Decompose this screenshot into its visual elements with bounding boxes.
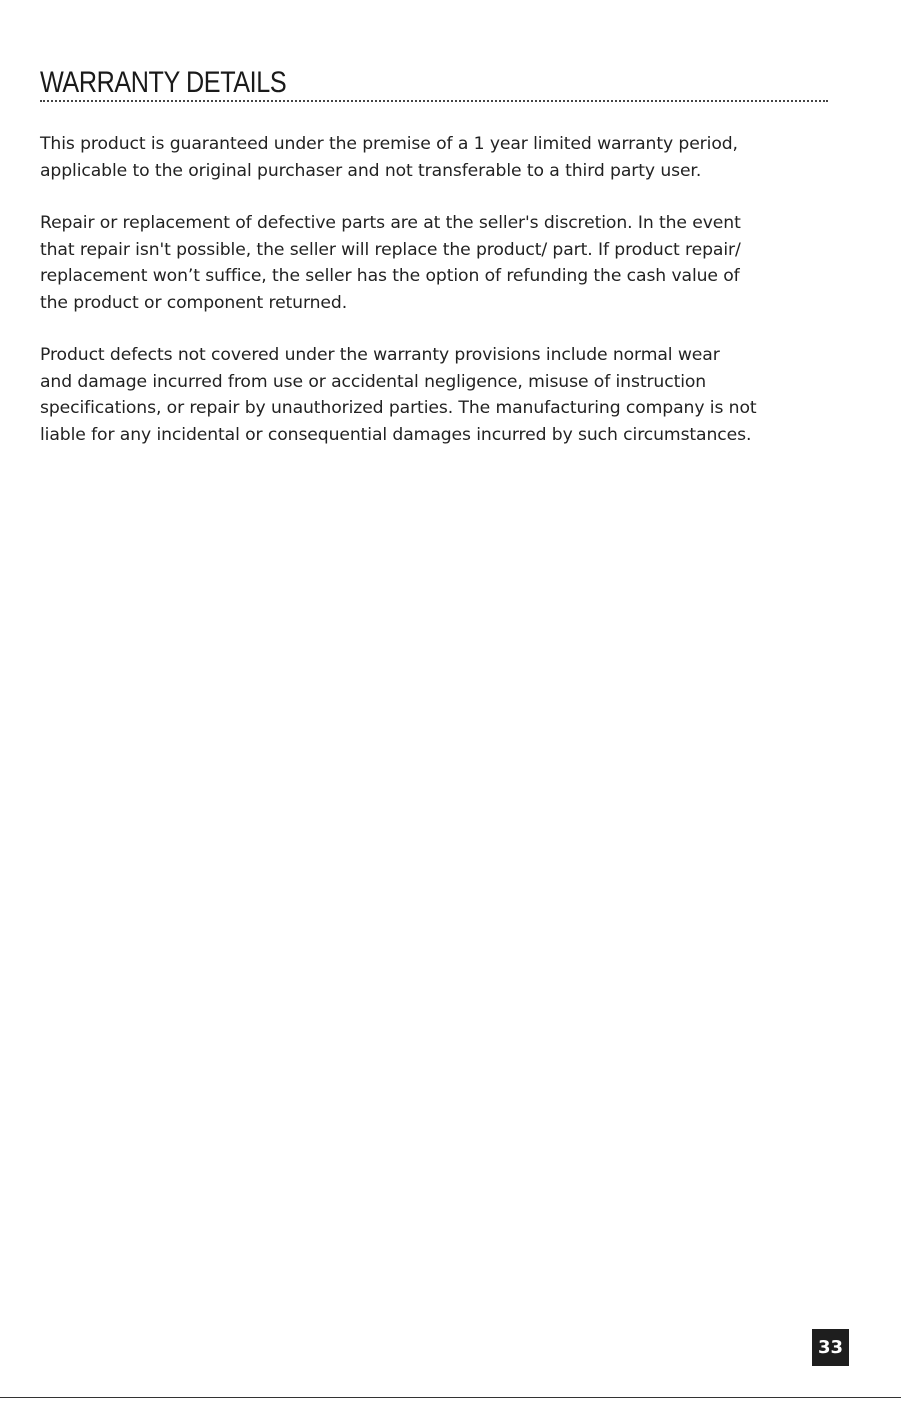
warranty-body — [40, 131, 850, 474]
dotted-rule — [40, 100, 828, 102]
page-bottom-border — [0, 1397, 901, 1398]
page-number-badge: 33 — [812, 1329, 849, 1366]
paragraph-repair-replacement: Repair or replacement of defective parts are at the seller's discretion. In the event that repair isn't possible, the seller will replace the product/ part. If product repair/ replacement won’t suffice, the seller has the option of refunding the cash value of the product or component returned. — [40, 213, 741, 313]
section-title: WARRANTY DETAILS — [40, 66, 287, 99]
section-heading — [40, 66, 828, 100]
paragraph-exclusions: Product defects not covered under the warranty provisions include normal wear and damage incurred from use or accidental negligence, misuse of instruction specifications, or repair by unauthorized parties. The manufacturing company is not liable for any incidental or consequential damages incurred by such circumstances. — [40, 345, 757, 445]
paragraph-warranty-period: This product is guaranteed under the premise of a 1 year limited warranty period, applicable to the original purchaser and not transferable to a third party user. — [40, 134, 738, 181]
